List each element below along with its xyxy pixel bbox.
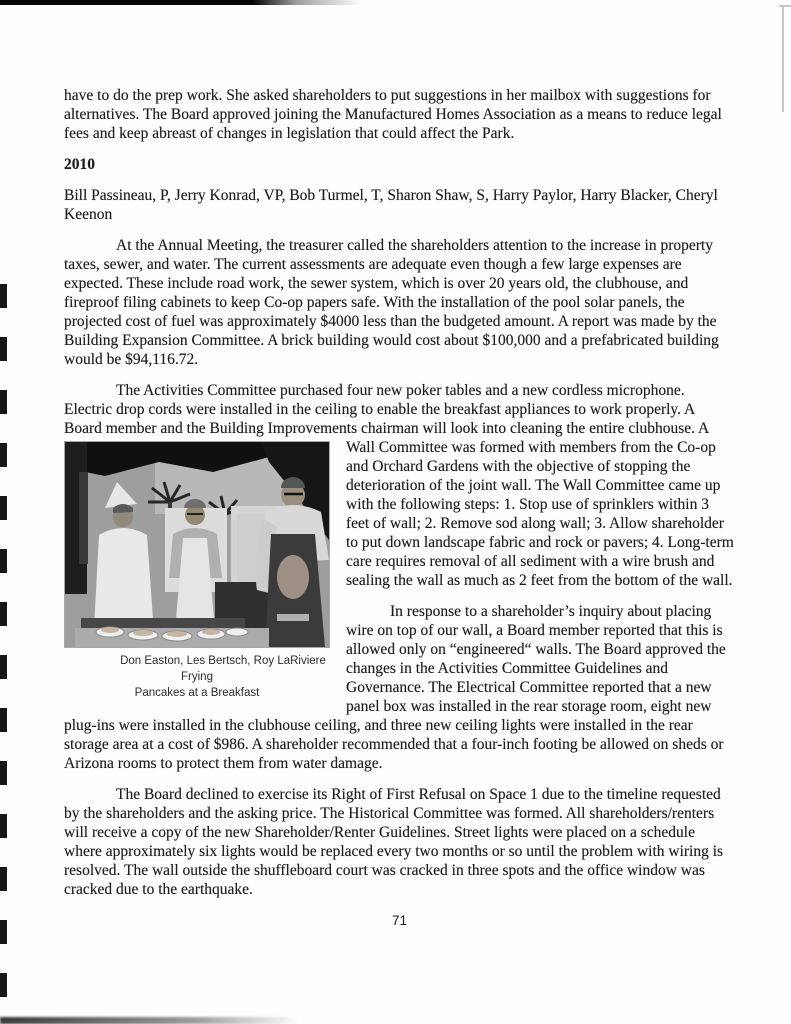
scan-artifact-bottom-smear bbox=[0, 1017, 300, 1024]
document-body bbox=[64, 86, 735, 930]
photo-caption-line1: Don Easton, Les Bertsch, Roy LaRiviere Frying bbox=[120, 655, 326, 683]
year-heading: 2010 bbox=[64, 156, 95, 173]
activities-text-before-photo: The Activities Committee purchased four new poker tables and a new cordless microphone. Electric drop cords were installed in the ceiling to enable the breakfast appliances to work properly. A Board member and the Building Improvements chairman will look into bbox=[64, 382, 695, 437]
activities-text-after-photo: cleaning the entire clubhouse. A Wall Committee was formed with members from the Co-op and Orchard Gardens with the objective of stopping the deterioration of the joint wall. The Wall Committee came up with the following steps: 1. Stop use of sprinklers within 3 feet of wall; 2. Remove sod along wall; 3. Allow shareholder to put down landscape fabric and rock or pavers; 4. Long-term care requires removal of all sediment with a wire brush and sealing the wall as much as 2 feet from the bottom of the wall. bbox=[346, 420, 734, 589]
breakfast-photo bbox=[64, 441, 330, 648]
board-refusal-paragraph: The Board declined to exercise its Right of First Refusal on Space 1 due to the timeline requested by the shareholders and the asking price. The Historical Committee was formed. All shareholders/renters will receive a copy of the new Shareholder/Renter Guidelines. Street lights were placed on a schedule where approximately six lights would be replaced every two months or so until the problem with wiring is resolved. The wall outside the shuffleboard court was cracked in three spots and the office window was cracked due to the earthquake. bbox=[64, 786, 724, 898]
officers-line: Bill Passineau, P, Jerry Konrad, VP, Bob Turmel, T, Sharon Shaw, S, Harry Paylor, Harry Blacker, Cheryl Keenon bbox=[64, 187, 718, 223]
photo-caption bbox=[64, 653, 330, 701]
scan-artifact-corner-edge-horizontal bbox=[779, 5, 791, 7]
page-number: 71 bbox=[391, 913, 408, 928]
scan-artifact-binding-marks bbox=[0, 284, 7, 998]
annual-meeting-paragraph: At the Annual Meeting, the treasurer called the shareholders attention to the increase in property taxes, sewer, and water. The current assessments are adequate even though a few large expenses are expected. These include road work, the sewer system, which is over 20 years old, the clubhouse, and fireproof filing cabinets to keep Co-op papers safe. With the installation of the pool solar panels, the projected cost of fuel was approximately $4000 less than the budgeted amount. A report was made by the Building Expansion Committee. A brick building would cost about $100,000 and a prefabricated building would be $94,116.72. bbox=[64, 237, 719, 368]
continuation-paragraph: have to do the prep work. She asked shareholders to put suggestions in her mailbox with suggestions for alternatives. The Board approved joining the Manufactured Homes Association as a means to reduce legal fees and keep abreast of changes in legislation that could affect the Park. bbox=[64, 87, 722, 142]
scan-artifact-top-line bbox=[0, 0, 362, 5]
scan-artifact-corner-edge-vertical bbox=[782, 6, 784, 112]
photo-figure bbox=[64, 441, 330, 701]
wall-response-paragraph: In response to a shareholder’s inquiry about placing wire on top of our wall, a Board member reported that this is allowed only on “engineered“ walls. The Board approved the changes in the Activities Committee Guidelines and Governance. The Electrical Committee reported that a new panel box was installed in the rear storage room, eight new plug-ins were installed in the clubhouse ceiling, and three new ceiling lights were installed in the rear storage area at a cost of $986. A shareholder recommended that a four-inch footing be allowed on sheds or Arizona rooms to protect them from water damage. bbox=[64, 603, 726, 772]
photo-caption-line2: Pancakes at a Breakfast bbox=[134, 687, 260, 699]
